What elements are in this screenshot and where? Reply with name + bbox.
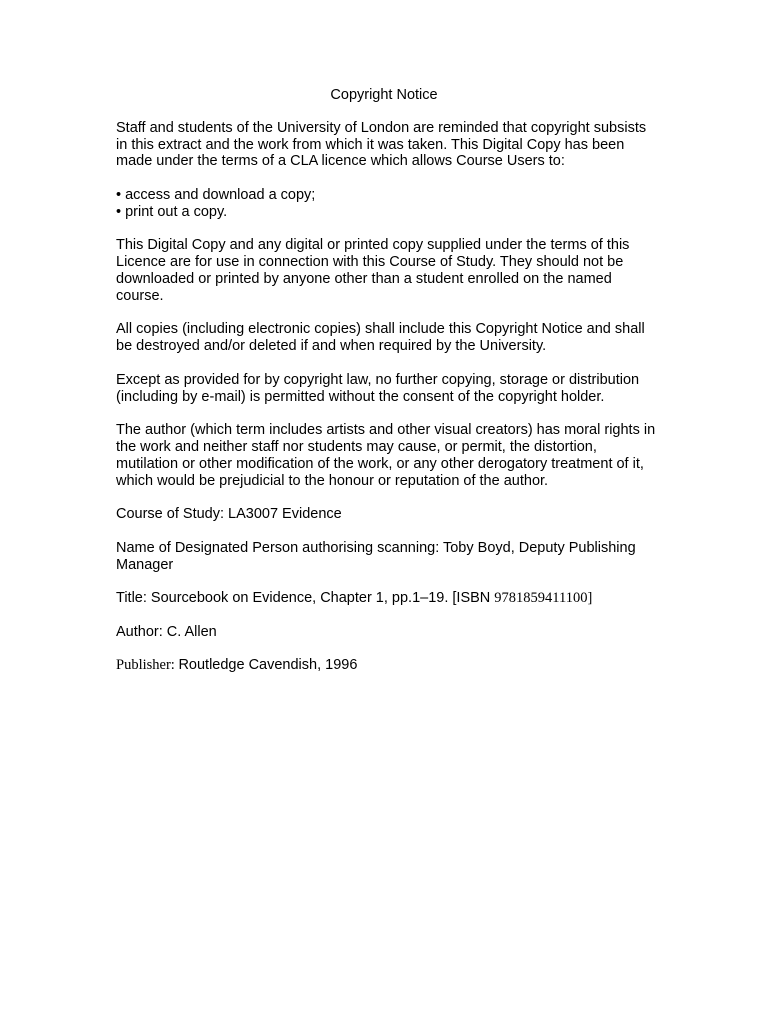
title-text: Title: Sourcebook on Evidence, Chapter 1, pp.1–19. [ISBN	[116, 590, 495, 607]
publisher-value: Routledge Cavendish, 1996	[178, 657, 358, 674]
copyright-notice-page	[116, 87, 656, 691]
notice-title: Copyright Notice	[330, 87, 438, 103]
list-item: • access and download a copy;	[116, 186, 316, 203]
copies-paragraph: All copies (including electronic copies) shall include this Copyright Notice and shall be destroyed and/or deleted if and when required by the University.	[116, 321, 645, 355]
isbn-number: 9781859411100]	[494, 590, 593, 607]
author: Author: C. Allen	[116, 623, 217, 640]
permissions-list	[116, 187, 656, 221]
copyright-law-paragraph: Except as provided for by copyright law, no further copying, storage or distribution (including by e-mail) is permitted without the consent of the copyright holder.	[116, 371, 640, 405]
usage-paragraph: This Digital Copy and any digital or printed copy supplied under the terms of this Licence are for use in connection with this Course of Study. They should not be downloaded or printed by anyone other than a student enrolled on the named course.	[116, 237, 630, 304]
designated-person: Name of Designated Person authorising scanning: Toby Boyd, Deputy Publishing Manager	[116, 539, 636, 573]
moral-rights-paragraph: The author (which term includes artists and other visual creators) has moral rights in the work and neither staff nor students may cause, or permit, the distortion, mutilation or other modification of the work, or any other derogatory treatment of it, which would be prejudicial to the honour or reputation of the author.	[116, 422, 656, 489]
list-item: • print out a copy.	[116, 203, 228, 220]
publisher-label: Publisher:	[116, 657, 179, 674]
intro-paragraph: Staff and students of the University of London are reminded that copyright subsists in this extract and the work from which it was taken. This Digital Copy has been made under the terms of a CLA licence which allows Course Users to:	[116, 119, 647, 170]
course-of-study: Course of Study: LA3007 Evidence	[116, 506, 342, 523]
publisher	[116, 657, 656, 674]
work-title	[116, 590, 656, 607]
